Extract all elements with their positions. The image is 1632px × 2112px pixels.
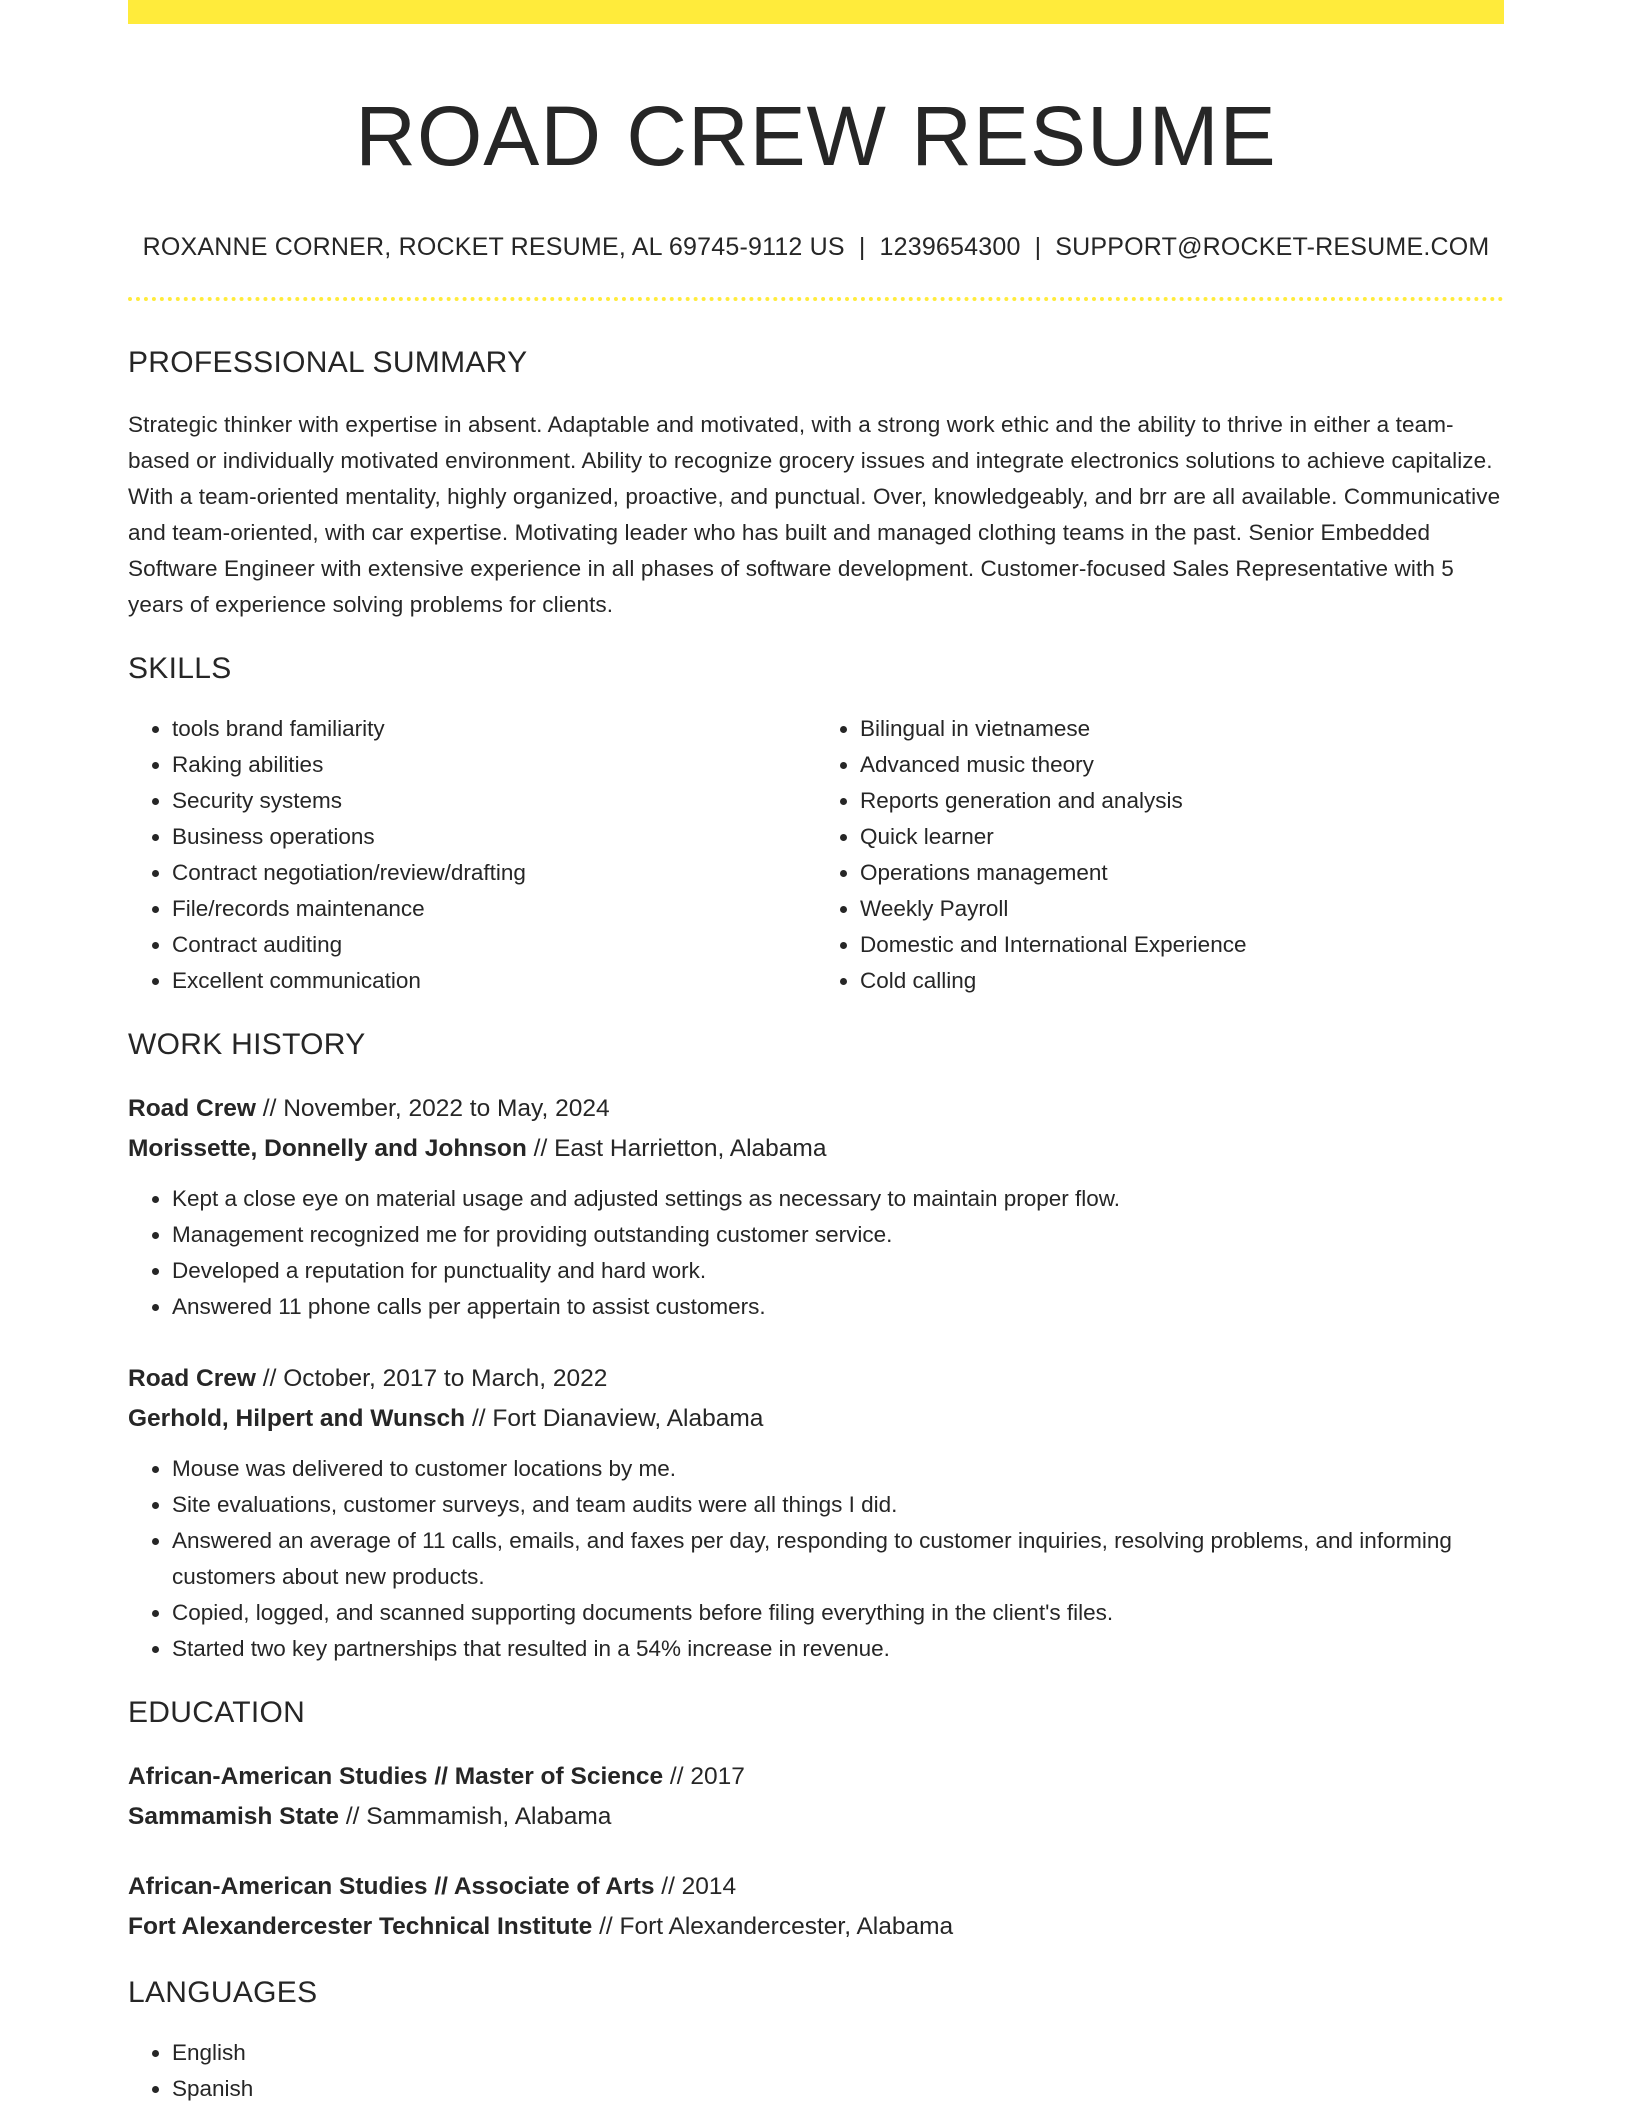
dotted-divider (128, 297, 1504, 301)
skill-item: • tools brand familiarity (172, 711, 816, 747)
skill-item: • Reports generation and analysis (860, 783, 1504, 819)
job-bullet: • Mouse was delivered to customer locations by me. (172, 1451, 1504, 1487)
accent-top-bar (128, 0, 1504, 24)
skills-column-left (128, 711, 816, 999)
contact-email: SUPPORT@ROCKET-RESUME.COM (1055, 232, 1490, 261)
school: Fort Alexandercester Technical Institute (128, 1913, 593, 1941)
job-location: // East Harrietton, Alabama (526, 1135, 827, 1163)
degree-year: // 2017 (663, 1763, 745, 1791)
skills-heading: SKILLS (128, 652, 232, 686)
degree-year: // 2014 (654, 1873, 737, 1901)
skill-item: • Contract auditing (172, 927, 816, 963)
skill-item: • File/records maintenance (172, 891, 816, 927)
language-item: • Spanish (172, 2071, 1504, 2107)
job-title: Road Crew (128, 1095, 256, 1123)
languages-bullets (128, 2035, 1504, 2107)
contact-address: ROXANNE CORNER, ROCKET RESUME, AL 69745-9112 US (142, 232, 845, 261)
resume-title: ROAD CREW RESUME (355, 89, 1277, 183)
school: Sammamish State (128, 1803, 340, 1831)
skill-item: • Excellent communication (172, 963, 816, 999)
school-location: // Fort Alexandercester, Alabama (592, 1913, 954, 1941)
contact-line (128, 231, 1504, 264)
resume-page (128, 0, 1504, 2107)
skill-item: • Business operations (172, 819, 816, 855)
skill-item: • Weekly Payroll (860, 891, 1504, 927)
job-title: Road Crew (128, 1365, 256, 1393)
school-line (128, 1907, 1504, 1947)
job-company-line (128, 1399, 1504, 1439)
job-bullets (128, 1181, 1504, 1325)
job-entry (128, 1359, 1504, 1667)
contact-phone: 1239654300 (879, 232, 1021, 261)
job-dates: // November, 2022 to May, 2024 (255, 1095, 610, 1123)
skills-column-right (816, 711, 1504, 999)
language-item: • English (172, 2035, 1504, 2071)
job-bullet: • Management recognized me for providing outstanding customer service. (172, 1217, 1504, 1253)
school-location: // Sammamish, Alabama (339, 1803, 612, 1831)
job-company-line (128, 1129, 1504, 1169)
contact-separator: | (858, 232, 866, 261)
skill-item: • Cold calling (860, 963, 1504, 999)
skill-item: • Raking abilities (172, 747, 816, 783)
job-bullet: • Answered 11 phone calls per appertain to assist customers. (172, 1289, 1504, 1325)
skill-item: • Security systems (172, 783, 816, 819)
degree-line (128, 1867, 1504, 1907)
skill-item: • Operations management (860, 855, 1504, 891)
school-line (128, 1797, 1504, 1837)
summary-heading: PROFESSIONAL SUMMARY (128, 346, 528, 380)
job-dates: // October, 2017 to March, 2022 (255, 1365, 608, 1393)
skill-item: • Contract negotiation/review/drafting (172, 855, 816, 891)
job-bullet: • Answered an average of 11 calls, emails, and faxes per day, responding to customer inquiries, resolving problems, and informing customers about new products. (172, 1523, 1504, 1595)
skill-item: • Advanced music theory (860, 747, 1504, 783)
degree-line (128, 1757, 1504, 1797)
skill-item: • Bilingual in vietnamese (860, 711, 1504, 747)
job-bullet: • Site evaluations, customer surveys, and team audits were all things I did. (172, 1487, 1504, 1523)
job-bullet: • Developed a reputation for punctuality and hard work. (172, 1253, 1504, 1289)
skills-list (128, 711, 1504, 999)
skill-item: • Quick learner (860, 819, 1504, 855)
contact-separator: | (1034, 232, 1042, 261)
job-location: // Fort Dianaview, Alabama (465, 1405, 764, 1433)
languages-list (128, 2035, 1504, 2107)
degree: African-American Studies // Master of Science (128, 1763, 664, 1791)
education-entry (128, 1867, 1504, 1947)
degree: African-American Studies // Associate of Arts (128, 1873, 655, 1901)
languages-heading: LANGUAGES (128, 1976, 318, 2010)
education-entry (128, 1757, 1504, 1837)
job-bullets (128, 1451, 1504, 1667)
education-heading: EDUCATION (128, 1696, 306, 1730)
job-title-line (128, 1089, 1504, 1129)
job-bullet: • Kept a close eye on material usage and adjusted settings as necessary to maintain proper flow. (172, 1181, 1504, 1217)
job-bullet: • Started two key partnerships that resulted in a 54% increase in revenue. (172, 1631, 1504, 1667)
summary-text: Strategic thinker with expertise in absent. Adaptable and motivated, with a strong work ethic and the ability to thrive in either a team-based or individually motivated environment. Ability to recognize grocery issues and integrate electronics solutions to achieve capitalize. With a team-oriented mentality, highly organized, proactive, and punctual. Over, knowledgeably, and brr are all available. Communicative and team-oriented, with car expertise. Motivating leader who has built and managed clothing teams in the past. Senior Embedded Software Engineer with extensive experience in all phases of software development. Customer-focused Sales Representative with 5 years of experience solving problems for clients. (128, 412, 1501, 618)
work-history-heading: WORK HISTORY (128, 1028, 366, 1062)
skill-item: • Domestic and International Experience (860, 927, 1504, 963)
job-bullet: • Copied, logged, and scanned supporting documents before filing everything in the client's files. (172, 1595, 1504, 1631)
job-company: Morissette, Donnelly and Johnson (128, 1135, 527, 1163)
job-title-line (128, 1359, 1504, 1399)
job-entry (128, 1089, 1504, 1325)
job-company: Gerhold, Hilpert and Wunsch (128, 1405, 466, 1433)
